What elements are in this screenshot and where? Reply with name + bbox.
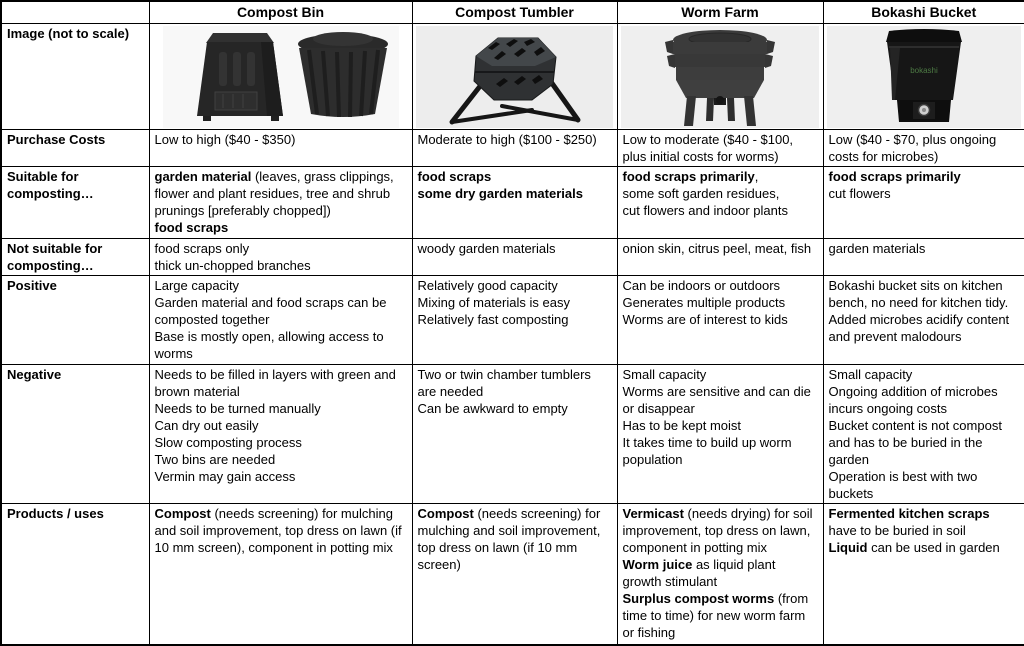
purchase-costs-row: [1, 129, 1024, 166]
cell-image-bokashi-bucket: [823, 23, 1024, 129]
cell-products-compost-tumbler: Compost (needs screening) for mulching and soil improvement, top dress on lawn (if 10 mm screen): [412, 503, 617, 645]
cell-products-worm-farm: Vermicast (needs drying) for soil improvement, top dress on lawn, component in potting mix Worm juice as liquid plant growth stimulant Surplus compost worms (from time to time) for new worm farm or fishing: [617, 503, 823, 645]
row-label-products: Products / uses: [1, 503, 149, 645]
products-row: [1, 503, 1024, 645]
row-label-negative: Negative: [1, 364, 149, 503]
cell-purchase-compost-bin: Low to high ($40 - $350): [149, 129, 412, 166]
not-suitable-row: [1, 238, 1024, 275]
cell-products-compost-bin: Compost (needs screening) for mulching and soil improvement, top dress on lawn (if 10 mm screen), component in potting mix: [149, 503, 412, 645]
compost-tumbler-photo: [416, 26, 613, 128]
cell-negative-worm-farm: Small capacity Worms are sensitive and can die or disappear Has to be kept moist It takes time to build up worm population: [617, 364, 823, 503]
bokashi-bucket-photo: [827, 26, 1021, 128]
cell-negative-compost-bin: Needs to be filled in layers with green and brown material Needs to be turned manually Can dry out easily Slow composting process Two bins are needed Vermin may gain access: [149, 364, 412, 503]
row-label-purchase-costs: Purchase Costs: [1, 129, 149, 166]
cell-image-compost-tumbler: [412, 23, 617, 129]
cell-not-suitable-bokashi-bucket: garden materials: [823, 238, 1024, 275]
cell-positive-worm-farm: Can be indoors or outdoors Generates multiple products Worms are of interest to kids: [617, 275, 823, 364]
cell-purchase-compost-tumbler: Moderate to high ($100 - $250): [412, 129, 617, 166]
cell-negative-bokashi-bucket: Small capacity Ongoing addition of microbes incurs ongoing costs Bucket content is not compost and has to be buried in the garden Operation is best with two buckets: [823, 364, 1024, 503]
cell-negative-compost-tumbler: Two or twin chamber tumblers are needed Can be awkward to empty: [412, 364, 617, 503]
header-row: [1, 1, 1024, 23]
cell-purchase-worm-farm: Low to moderate ($40 - $100, plus initial costs for worms): [617, 129, 823, 166]
corner-cell: [1, 1, 149, 23]
positive-row: [1, 275, 1024, 364]
suitable-row: [1, 166, 1024, 238]
cell-positive-compost-tumbler: Relatively good capacity Mixing of materials is easy Relatively fast composting: [412, 275, 617, 364]
row-label-not-suitable: Not suitable for composting…: [1, 238, 149, 275]
cell-purchase-bokashi-bucket: Low ($40 - $70, plus ongoing costs for microbes): [823, 129, 1024, 166]
cell-products-bokashi-bucket: Fermented kitchen scraps have to be buried in soil Liquid can be used in garden: [823, 503, 1024, 645]
column-header-bokashi-bucket: Bokashi Bucket: [823, 1, 1024, 23]
row-label-positive: Positive: [1, 275, 149, 364]
cell-positive-compost-bin: Large capacity Garden material and food scraps can be composted together Base is mostly open, allowing access to worms: [149, 275, 412, 364]
negative-row: [1, 364, 1024, 503]
bokashi-brand-label: bokashi: [909, 65, 938, 75]
cell-not-suitable-compost-bin: food scraps only thick un-chopped branches: [149, 238, 412, 275]
cell-positive-bokashi-bucket: Bokashi bucket sits on kitchen bench, no need for kitchen tidy. Added microbes acidify content and prevent malodours: [823, 275, 1024, 364]
cell-suitable-compost-bin: garden material (leaves, grass clippings, flower and plant residues, tree and shrub prunings [preferably chopped]) food scraps: [149, 166, 412, 238]
cell-not-suitable-compost-tumbler: woody garden materials: [412, 238, 617, 275]
column-header-worm-farm: Worm Farm: [617, 1, 823, 23]
column-header-compost-bin: Compost Bin: [149, 1, 412, 23]
cell-not-suitable-worm-farm: onion skin, citrus peel, meat, fish: [617, 238, 823, 275]
cell-suitable-compost-tumbler: food scraps some dry garden materials: [412, 166, 617, 238]
image-row: [1, 23, 1024, 129]
cell-suitable-worm-farm: food scraps primarily, some soft garden residues, cut flowers and indoor plants: [617, 166, 823, 238]
worm-farm-photo: [621, 26, 819, 128]
compost-bin-photo: [163, 26, 399, 128]
column-header-compost-tumbler: Compost Tumbler: [412, 1, 617, 23]
cell-image-worm-farm: [617, 23, 823, 129]
cell-image-compost-bin: [149, 23, 412, 129]
row-label-suitable: Suitable for composting…: [1, 166, 149, 238]
row-label-image: Image (not to scale): [1, 23, 149, 129]
cell-suitable-bokashi-bucket: food scraps primarily cut flowers: [823, 166, 1024, 238]
